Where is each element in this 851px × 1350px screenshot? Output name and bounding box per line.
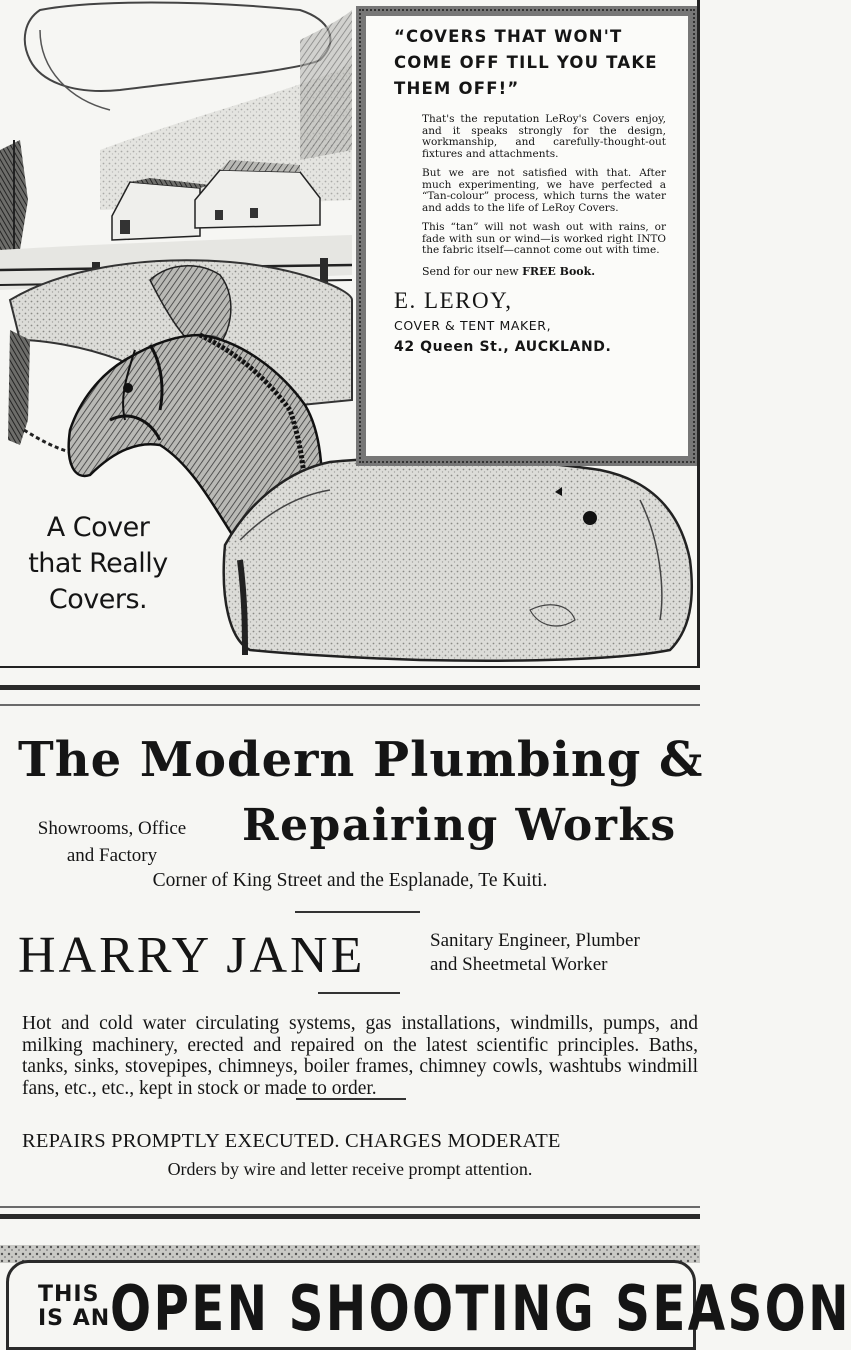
leroy-text-box — [356, 6, 698, 466]
plumbing-title-line-1: The Modern Plumbing & — [18, 732, 704, 788]
plumbing-title-line-2: Repairing Works — [242, 800, 677, 851]
maker-address: 42 Queen St., AUCKLAND. — [394, 338, 612, 355]
trade-line-2: and Sheetmetal Worker — [430, 954, 608, 975]
short-divider — [318, 992, 400, 994]
leroy-cover-advertisement — [0, 0, 700, 668]
leroy-paragraph-reputation: That's the reputation LeRoy's Covers enjoy, and it speaks strongly for the design, workmanship, and carefully-thought-out fixtures and attachments. — [422, 113, 666, 160]
orders-note: Orders by wire and letter receive prompt attention. — [167, 1159, 533, 1179]
showrooms-note — [14, 815, 210, 869]
leroy-slogan — [8, 510, 188, 618]
separator-rule-heavy — [0, 685, 700, 690]
repairs-charges-line: REPAIRS PROMPTLY EXECUTED. CHARGES MODERATE — [22, 1130, 561, 1152]
services-description: Hot and cold water circulating systems, gas installations, windmills, pumps, and milking machinery, erected and repaired on the latest scientific principles. Baths, tanks, sinks, stovepipes, chimneys, boiler frames, chimney cowls, washtubs windmill fans, etc., etc., kept in stock or made to order. — [22, 1013, 698, 1099]
showrooms-line-2: and Factory — [66, 845, 158, 866]
slogan-line-2: that Really — [28, 548, 168, 579]
business-location: Corner of King Street and the Esplanade, Te Kuiti. — [152, 870, 548, 891]
separator-rule-heavy — [0, 1214, 700, 1219]
trade-line-1: Sanitary Engineer, Plumber — [430, 930, 640, 951]
short-divider — [295, 911, 420, 913]
leroy-paragraph-tan-process: But we are not satisfied with that. After much experimenting, we have perfected a “Tan-colour” process, which turns the water and adds to the life of LeRoy Covers. — [422, 167, 666, 214]
prefix-line-1: THIS — [38, 1282, 100, 1307]
shooting-ad-headline: OPEN SHOOTING SEASON — [110, 1272, 851, 1345]
free-book-prefix: Send for our new — [422, 264, 523, 278]
leroy-paragraph-tan-durable: This “tan” will not wash out with rains, or fade with sun or wind—is worked right INTO the fabric itself—cannot come out with time. — [422, 221, 666, 256]
slogan-line-1: A Cover — [46, 512, 150, 543]
maker-name: E. LEROY, — [394, 287, 513, 313]
prefix-line-2: IS AN — [38, 1306, 111, 1331]
slogan-line-3: Covers. — [48, 584, 148, 615]
separator-rule-light — [0, 1206, 700, 1208]
short-divider — [296, 1098, 406, 1100]
maker-trade: COVER & TENT MAKER, — [394, 317, 552, 333]
shooting-ad-prefix — [38, 1283, 110, 1331]
showrooms-line-1: Showrooms, Office — [37, 818, 187, 839]
proprietor-name: HARRY JANE — [18, 927, 366, 984]
separator-rule-light — [0, 704, 700, 706]
proprietor-trade — [430, 929, 720, 977]
leroy-free-book-offer — [422, 265, 674, 278]
free-book-emphasis: FREE Book. — [522, 264, 596, 278]
leroy-headline: “COVERS THAT WON'T COME OFF TILL YOU TAKE THEM OFF!” — [394, 27, 658, 98]
